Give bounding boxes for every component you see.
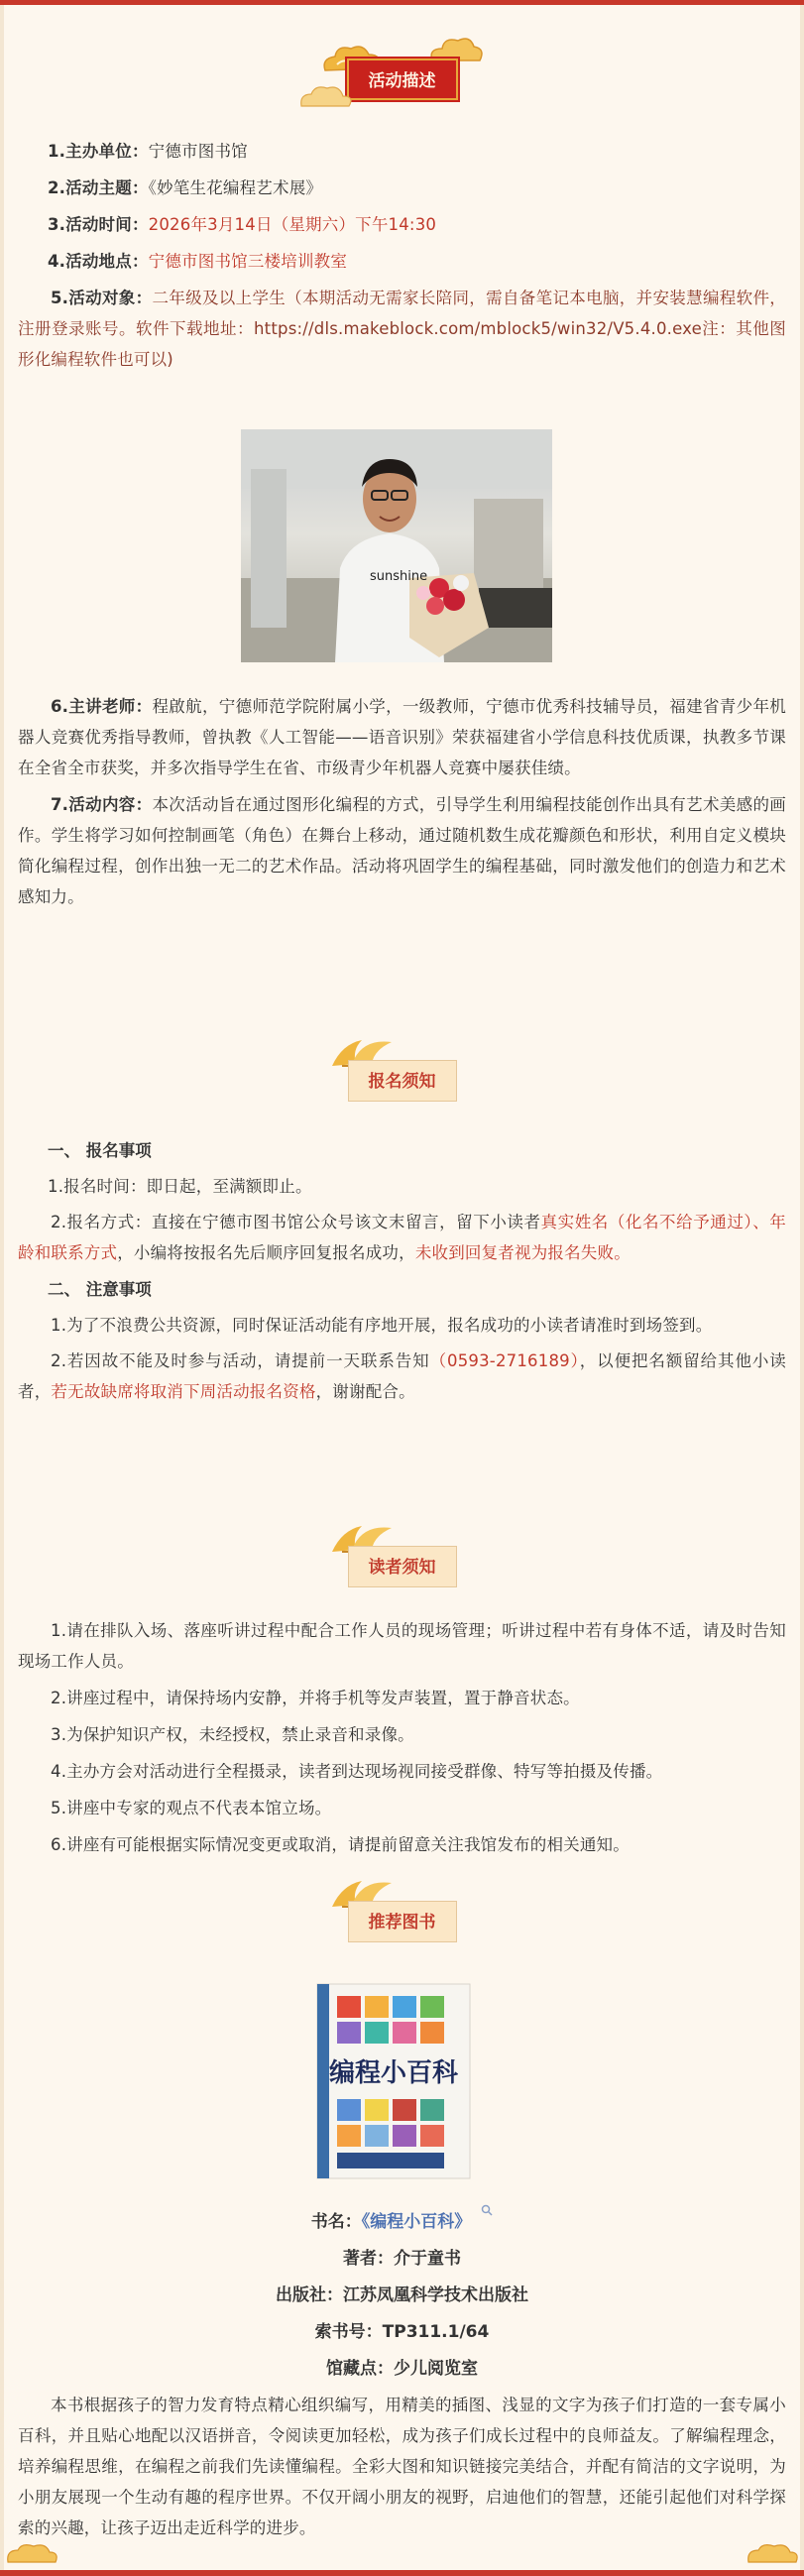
info-row-target: 5.活动对象：二年级及以上学生（本期活动无需家长陪同，需自备笔记本电脑，并安装慧编程软件，注册登录账号。软件下载地址：https://dls.makeblock.com/mblock5/win32/V5.4.0.exe注：其他图形化编程软件也可以) bbox=[18, 289, 786, 369]
info-row-time: 3.活动时间：2026年3月14日（星期六）下午14:30 bbox=[48, 215, 437, 234]
section-title: 报名须知 bbox=[348, 1060, 457, 1102]
teacher-info bbox=[18, 691, 786, 912]
reader-item: 2.讲座过程中，请保持场内安静，并将手机等发声装置，置于静音状态。 bbox=[51, 1689, 580, 1707]
section-title: 推荐图书 bbox=[348, 1901, 457, 1942]
signup-info bbox=[18, 1135, 786, 1407]
reader-item: 1.请在排队入场、落座听讲过程中配合工作人员的现场管理；听讲过程中若有身体不适，请及时告知现场工作人员。 bbox=[18, 1621, 786, 1671]
info-row-theme: 2.活动主题：《妙笔生花编程艺术展》 bbox=[48, 178, 323, 197]
section-header-signup bbox=[0, 1034, 804, 1113]
book-publisher: 出版社：江苏凤凰科学技术出版社 bbox=[276, 2285, 528, 2305]
info-row-teacher: 6.主讲老师：程啟航，宁德师范学院附属小学，一级教师，宁德市优秀科技辅导员，福建省青少年机器人竞赛优秀指导教师，曾执教《人工智能——语音识别》荣获福建省小学信息科技优质课，执教多节课在全省全市获奖，并多次指导学生在省、市级青少年机器人竞赛中屡获佳绩。 bbox=[18, 697, 786, 777]
notice-item-2: 2.若因故不能及时参与活动，请提前一天联系告知（0593-2716189），以便把名额留给其他小读者，若无故缺席将取消下周活动报名资格，谢谢配合。 bbox=[18, 1351, 787, 1401]
signup-item-method: 2.报名方式：直接在宁德市图书馆公众号该文末留言，留下小读者真实姓名（化名不给予通过）、年龄和联系方式，小编将按报名先后顺序回复报名成功，未收到回复者视为报名失败。 bbox=[18, 1213, 787, 1262]
teacher-photo bbox=[241, 429, 552, 662]
book-call-number: 索书号：TP311.1/64 bbox=[314, 2322, 490, 2342]
book-cover bbox=[315, 1982, 472, 2180]
activity-info bbox=[18, 136, 786, 375]
golden-cloud-icon bbox=[4, 2540, 59, 2566]
reader-item: 5.讲座中专家的观点不代表本馆立场。 bbox=[51, 1799, 332, 1817]
reader-notice bbox=[18, 1615, 786, 1860]
reader-item: 3.为保护知识产权，未经授权，禁止录音和录像。 bbox=[51, 1725, 414, 1744]
notice-item-1: 1.为了不浪费公共资源，同时保证活动能有序地开展，报名成功的小读者请准时到场签到。 bbox=[51, 1316, 713, 1335]
book-cover-title: 编程小百科 bbox=[328, 2058, 459, 2088]
book-title-line: 书名：《编程小百科》 bbox=[18, 2204, 786, 2241]
footer-bar bbox=[0, 2570, 804, 2576]
info-row-content: 7.活动内容：本次活动旨在通过图形化编程的方式，引导学生利用编程技能创作出具有艺术美感的画作。学生将学习如何控制画笔（角色）在舞台上移动，通过随机数生成花瓣颜色和形状，利用自定义模块简化编程过程，创作出独一无二的艺术作品。活动将巩固学生的编程基础，同时激发他们的创造力和艺术感知力。 bbox=[18, 795, 786, 906]
right-frame bbox=[800, 5, 804, 2576]
golden-cloud-icon bbox=[745, 2540, 800, 2566]
book-title-link[interactable]: 《编程小百科》 bbox=[361, 2212, 472, 2232]
shirt-text: sunshine bbox=[370, 569, 428, 584]
book-author: 著者：介于童书 bbox=[343, 2249, 461, 2269]
reader-item: 6.讲座有可能根据实际情况变更或取消，请提前留意关注我馆发布的相关通知。 bbox=[51, 1835, 630, 1854]
search-icon[interactable] bbox=[481, 2204, 493, 2216]
section-title: 活动描述 bbox=[347, 59, 458, 100]
signup-heading-1: 一、 报名事项 bbox=[48, 1141, 152, 1160]
section-title: 读者须知 bbox=[348, 1546, 457, 1587]
signup-heading-2: 二、 注意事项 bbox=[48, 1280, 152, 1299]
section-header-activity bbox=[0, 41, 804, 120]
section-header-book bbox=[0, 1875, 804, 1954]
left-frame bbox=[0, 5, 4, 2576]
golden-cloud-icon bbox=[297, 82, 357, 112]
info-row-organizer: 1.主办单位：宁德市图书馆 bbox=[48, 142, 248, 161]
book-description: 本书根据孩子的智力发育特点精心组织编写，用精美的插图、浅显的文字为孩子们打造的一套专属小百科，并且贴心地配以汉语拼音，令阅读更加轻松，成为孩子们成长过程中的良师益友。了解编程理念，培养编程思维，在编程之前我们先读懂编程。全彩大图和知识链接完美结合，并配有简洁的文字说明，为小朋友展现一个生动有趣的程序世界。不仅开阔小朋友的视野，启迪他们的智慧，还能引起他们对科学探索的兴趣，让孩子迈出走近科学的进步。 bbox=[18, 2396, 786, 2537]
signup-item-time: 1.报名时间：即日起，至满额即止。 bbox=[48, 1177, 312, 1196]
book-location: 馆藏点：少儿阅览室 bbox=[326, 2359, 478, 2379]
section-header-reader bbox=[0, 1520, 804, 1599]
book-info bbox=[18, 2204, 786, 2543]
reader-item: 4.主办方会对活动进行全程摄录，读者到达现场视同接受群像、特写等拍摄及传播。 bbox=[51, 1762, 663, 1781]
info-row-location: 4.活动地点：宁德市图书馆三楼培训教室 bbox=[48, 252, 348, 271]
